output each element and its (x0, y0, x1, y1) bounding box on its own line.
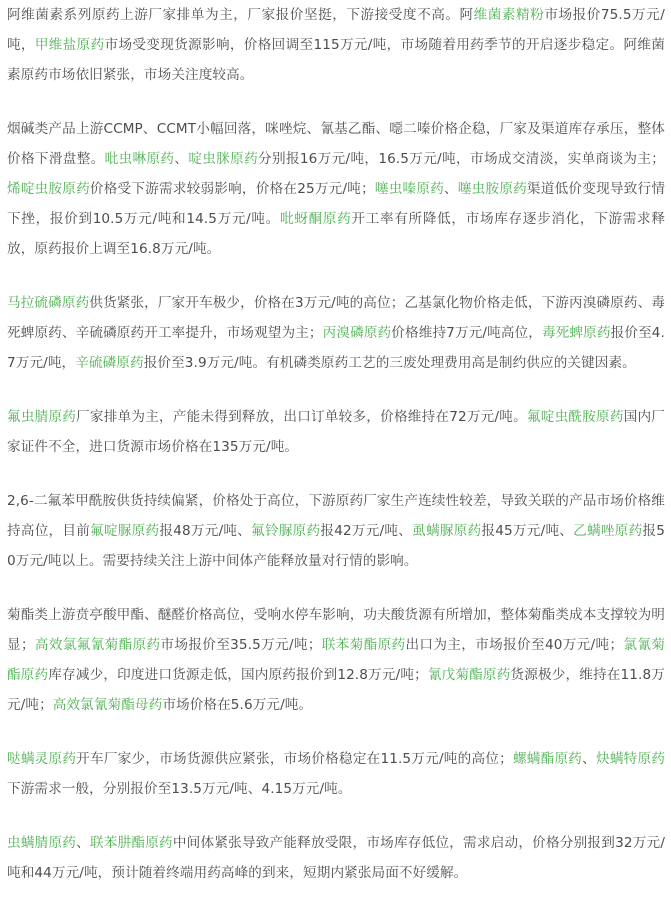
paragraph-text: 开车厂家少，市场货源供应紧张，市场价格稳定在11.5万元/吨的高位； (76, 751, 513, 767)
paragraph (7, 744, 665, 804)
product-link[interactable]: 噻虫胺原药 (457, 181, 527, 197)
product-link[interactable]: 马拉硫磷原药 (7, 295, 90, 311)
paragraph (7, 600, 665, 720)
product-link[interactable]: 啶虫脒原药 (188, 151, 259, 167)
product-link[interactable]: 虫螨腈原药 (7, 835, 77, 851)
paragraph-text: 市场报价75.5万元/吨， (7, 7, 665, 53)
paragraph-text: 报48万元/吨、 (159, 523, 252, 539)
product-link[interactable]: 氟铃脲原药 (251, 523, 321, 539)
paragraph (7, 828, 665, 888)
paragraph (7, 486, 665, 576)
paragraph-text: 供货紧张，厂家开车极少，价格在3万元/吨的高位；乙基氯化物价格走低，下游丙溴磷原药、毒死蜱原药、辛硫磷原药开工率提升，市场观望为主； (7, 295, 665, 341)
paragraph (7, 402, 665, 462)
product-link[interactable]: 炔螨特原药 (595, 751, 666, 767)
product-link[interactable]: 毒死蜱原药 (542, 325, 611, 341)
paragraph-text: 报45万元/吨、 (481, 523, 574, 539)
product-link[interactable]: 乙螨唑原药 (573, 523, 643, 539)
paragraph-text: 、 (174, 151, 189, 167)
product-link[interactable]: 氯氰菊酯原药 (7, 637, 666, 683)
paragraph-text: 市场报价至35.5万元/吨； (160, 637, 322, 653)
paragraph (7, 0, 665, 90)
product-link[interactable]: 氟啶脲原药 (90, 523, 160, 539)
product-link[interactable]: 螺螨酯原药 (512, 751, 583, 767)
product-link[interactable]: 哒螨灵原药 (7, 751, 77, 767)
paragraph-text: 分别报16万元/吨，16.5万元/吨，市场成交清淡，实单商谈为主； (258, 151, 665, 167)
paragraph-text: 开工率有所降低，市场库存逐步消化，下游需求释放，原药报价上调至16.8万元/吨。 (7, 211, 666, 257)
paragraph-text: 货源极少，维持在11.8万元/吨； (7, 667, 665, 713)
paragraph-text: 价格维持7万元/吨高位， (391, 325, 543, 341)
product-link[interactable]: 氟啶虫酰胺原药 (526, 409, 624, 425)
paragraph-text: 报价至4.7万元/吨， (7, 325, 665, 371)
paragraph-text: 下游需求一般，分别报价至13.5万元/吨、4.15万元/吨。 (7, 781, 352, 797)
product-link[interactable]: 辛硫磷原药 (75, 355, 144, 371)
product-link[interactable]: 吡虫啉原药 (104, 151, 175, 167)
paragraph-text: 市场价格在5.6万元/吨。 (162, 697, 313, 713)
product-link[interactable]: 高效氯氰菊酯母药 (52, 697, 163, 713)
paragraph-text: 、 (582, 751, 596, 767)
paragraph-text: 国内厂家证件不全，进口货源市场价格在135万元/吨。 (7, 409, 666, 455)
paragraph-text: 价格受下游需求较弱影响，价格在25万元/吨； (89, 181, 375, 197)
paragraph-text: 菊酯类上游贲亭酸甲酯、醚醛价格高位，受响水停车影响，功夫酸货源有所增加，整体菊酯类成本支撑较为明显； (7, 607, 665, 653)
paragraph-text: 、 (444, 181, 458, 197)
paragraph-text: 、 (76, 835, 90, 851)
product-link[interactable]: 虱螨脲原药 (412, 523, 482, 539)
paragraph-text: 渠道低价变现导致行情下挫，报价到10.5万元/吨和14.5万元/吨。 (7, 181, 666, 227)
paragraph-text: 烟碱类产品上游CCMP、CCMT小幅回落，咪唑烷、氰基乙酯、噁二嗪价格企稳，厂家及渠道库存承压，整体价格下滑盘整。 (7, 121, 665, 167)
paragraph (7, 114, 665, 264)
product-link[interactable]: 丙溴磷原药 (322, 325, 392, 341)
product-link[interactable]: 吡蚜酮原药 (280, 211, 352, 227)
paragraph-text: 厂家排单为主，产能未得到释放，出口订单较多，价格维持在72万元/吨。 (76, 409, 527, 425)
product-link[interactable]: 高效氯氟氰菊酯原药 (34, 637, 161, 653)
paragraph-text: 出口为主，市场报价至40万元/吨； (405, 637, 624, 653)
product-link[interactable]: 联苯肼酯原药 (89, 835, 173, 851)
product-link[interactable]: 联苯菊酯原药 (321, 637, 406, 653)
product-link[interactable]: 甲维盐原药 (34, 37, 105, 53)
paragraph-text: 中间体紧张导致产能释放受限，市场库存低位，需求启动，价格分别报到32万元/吨和44万元/吨，预计随着终端用药高峰的到来，短期内紧张局面不好缓解。 (7, 835, 666, 881)
product-link[interactable]: 噻虫嗪原药 (374, 181, 445, 197)
paragraph (7, 288, 665, 378)
paragraph-text: 2,6-二氟苯甲酰胺供货持续偏紧，价格处于高位，下游原药厂家生产连续性较差，导致关联的产品市场价格维持高位，目前 (7, 493, 665, 539)
product-link[interactable]: 维菌素精粉 (473, 7, 545, 23)
paragraph-text: 阿维菌素系列原药上游厂家排单为主，厂家报价坚挺，下游接受度不高。阿 (7, 7, 474, 23)
product-link[interactable]: 烯啶虫胺原药 (7, 181, 90, 197)
paragraph-text: 报价至3.9万元/吨。有机磷类原药工艺的三废处理费用高是制约供应的关键因素。 (143, 355, 636, 371)
paragraph-text: 报42万元/吨、 (320, 523, 413, 539)
paragraph-text: 报50万元/吨以上。需要持续关注上游中间体产能释放量对行情的影响。 (7, 523, 666, 569)
product-link[interactable]: 氟虫腈原药 (7, 409, 77, 425)
paragraph-text: 库存减少，印度进口货源走低，国内原药报价到12.8万元/吨； (48, 667, 428, 683)
product-link[interactable]: 氰戊菊酯原药 (427, 667, 511, 683)
paragraph-text: 市场受变现货源影响，价格回调至115万元/吨，市场随着用药季节的开启逐步稳定。阿维菌素原药市场依旧紧张，市场关注度较高。 (7, 37, 665, 83)
